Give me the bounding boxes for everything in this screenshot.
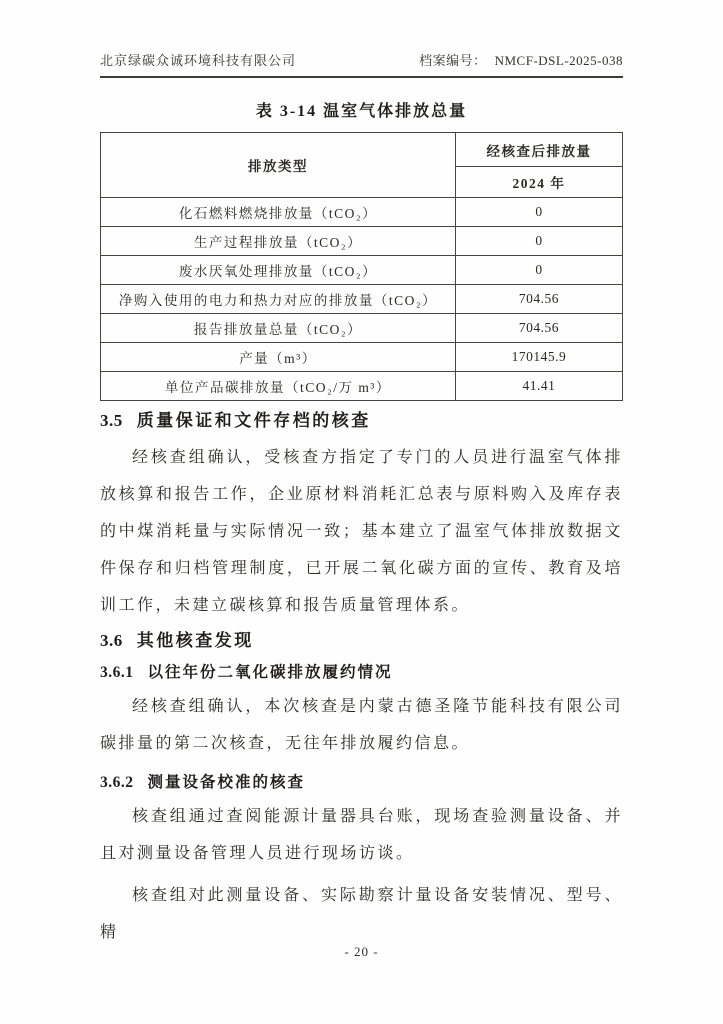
row-label: 净购入使用的电力和热力对应的排放量（tCO₂） <box>101 285 456 314</box>
row-value: 704.56 <box>455 285 622 314</box>
section-number: 3.5 <box>100 411 123 430</box>
row-value: 0 <box>455 198 622 227</box>
subsection-number: 3.6.2 <box>100 774 134 791</box>
subsection-heading-3-6-1 <box>100 662 623 683</box>
table-row <box>101 372 623 401</box>
row-value: 0 <box>455 227 622 256</box>
header-company-name: 北京绿碳众诚环境科技有限公司 <box>100 53 297 68</box>
subsection-title: 以往年份二氧化碳排放履约情况 <box>147 664 393 681</box>
table-row <box>101 285 623 314</box>
table-title: 表 3-14 温室气体排放总量 <box>255 103 468 120</box>
row-value: 170145.9 <box>455 343 622 372</box>
row-value: 41.41 <box>455 372 622 401</box>
file-number-value: NMCF-DSL-2025-038 <box>494 53 623 68</box>
subsection-3-6-1-paragraph: 经核查组确认，本次核查是内蒙古德圣隆节能科技有限公司碳排量的第二次核查，无往年排放履约信息。 <box>100 698 623 752</box>
table-row <box>101 343 623 372</box>
row-label: 化石燃料燃烧排放量（tCO₂） <box>101 198 456 227</box>
page-content <box>100 0 623 951</box>
table-row <box>101 256 623 285</box>
section-heading-3-6 <box>100 629 623 652</box>
row-label: 产量（m³） <box>101 343 456 372</box>
row-label: 报告排放量总量（tCO₂） <box>101 314 456 343</box>
row-value: 704.56 <box>455 314 622 343</box>
row-label: 生产过程排放量（tCO₂） <box>101 227 456 256</box>
subsection-3-6-2-paragraph: 核查组通过查阅能源计量器具台账，现场查验测量设备、并且对测量设备管理人员进行现场访谈。 <box>100 808 623 862</box>
emissions-table <box>100 132 623 401</box>
row-label: 单位产品碳排放量（tCO₂/万 m³） <box>101 372 456 401</box>
page-number: - 20 - <box>344 944 379 959</box>
section-number: 3.6 <box>100 631 123 650</box>
row-label: 废水厌氧处理排放量（tCO₂） <box>101 256 456 285</box>
section-heading-3-5 <box>100 409 623 432</box>
column-header-verified-emissions: 经核查后排放量 <box>455 133 622 167</box>
subsection-title: 测量设备校准的核查 <box>147 774 306 791</box>
file-number-label: 档案编号： <box>419 53 487 68</box>
column-header-emission-type: 排放类型 <box>101 133 456 198</box>
header-file-number-group <box>419 50 623 69</box>
subsection-heading-3-6-2 <box>100 772 623 793</box>
table-row <box>101 314 623 343</box>
subsection-3-6-2-paragraph: 核查组对此测量设备、实际勘察计量设备安装情况、型号、精 <box>100 887 623 941</box>
section-title: 质量保证和文件存档的核查 <box>136 411 371 430</box>
section-title: 其他核查发现 <box>136 631 254 650</box>
table-row <box>101 227 623 256</box>
section-3-5-paragraph: 经核查组确认，受核查方指定了专门的人员进行温室气体排放核算和报告工作，企业原材料消耗汇总表与原料购入及库存表的中煤消耗量与实际情况一致；基本建立了温室气体排放数据文件保存和归档管理制度，已开展二氧化碳方面的宣传、教育及培训工作，未建立碳核算和报告质量管理体系。 <box>100 449 623 614</box>
column-header-year: 2024 年 <box>455 167 622 198</box>
subsection-number: 3.6.1 <box>100 664 134 681</box>
row-value: 0 <box>455 256 622 285</box>
page-header <box>100 50 623 78</box>
table-row <box>101 198 623 227</box>
